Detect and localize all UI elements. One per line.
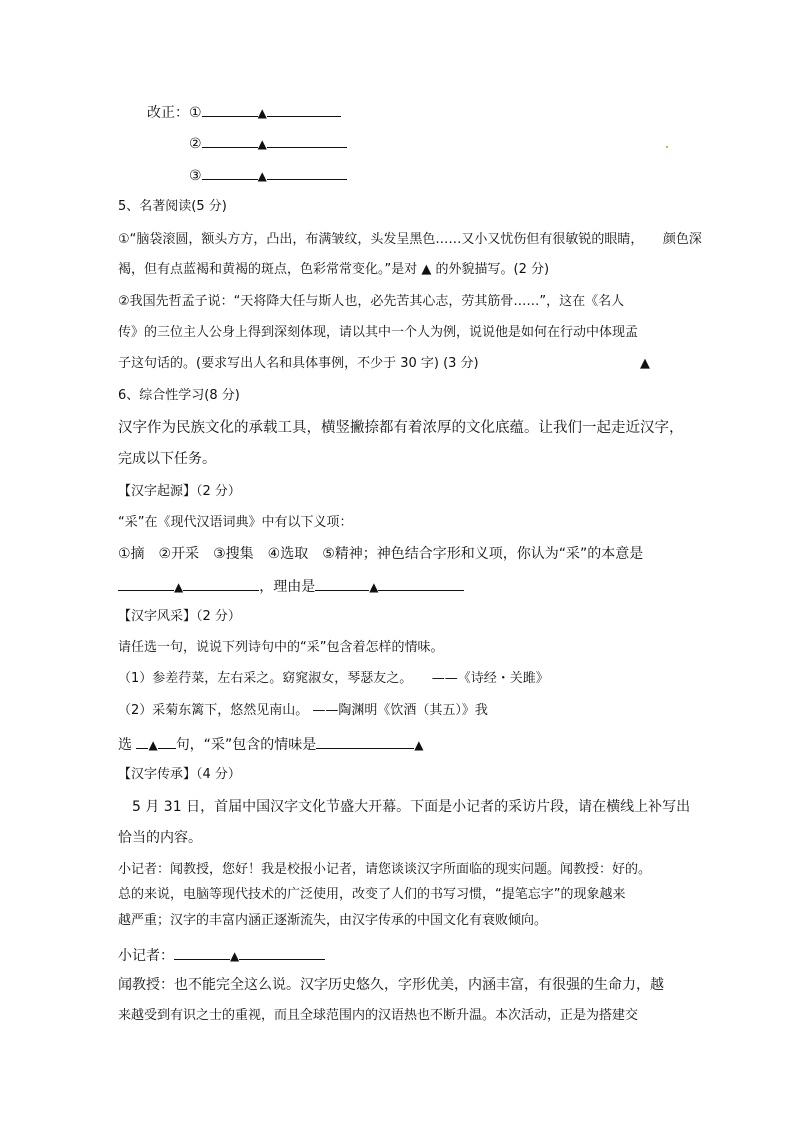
triangle-marker: ▲: [369, 580, 379, 594]
answer-blank[interactable]: [202, 102, 258, 117]
heritage-line2: 恰当的内容。: [118, 830, 202, 846]
item-number: ③: [189, 168, 202, 184]
triangle-marker: ▲: [230, 949, 240, 963]
answer-blank[interactable]: [316, 734, 414, 749]
answer-blank[interactable]: [267, 133, 347, 148]
choose-mid: 句，“采”包含的情味是: [175, 737, 317, 753]
dialog-line1: 小记者：闻教授，您好！我是校报小记者，请您谈谈汉字所面临的现实问题。闻教授：好的。: [118, 862, 652, 877]
reporter-answer-line: [118, 945, 325, 966]
style-question: 请任选一句，说说下列诗句中的“采”包含着怎样的情味。: [118, 640, 444, 655]
item-number: ①: [189, 105, 202, 121]
answer-blank[interactable]: [174, 945, 230, 960]
item-number: ②: [189, 136, 202, 152]
triangle-marker: ▲: [257, 137, 267, 151]
section5-q2-line2: 传》的三位主人公身上得到深刻体现，请以其中一个人为例，说说他是如何在行动中体现孟: [118, 325, 639, 340]
correction-label: 改正：: [147, 105, 189, 121]
answer-blank[interactable]: [202, 165, 258, 180]
origin-question: “采”在《现代汉语词典》中有以下义项：: [118, 515, 353, 530]
correction-line-1: [147, 102, 341, 123]
triangle-marker: ▲: [148, 738, 158, 752]
reason-label: ，理由是: [259, 579, 316, 595]
section5-q1-line2: 褐，但有点蓝褐和黄褐的斑点，色彩常常变化。”是对 ▲ 的外貌描写。(2 分): [118, 262, 550, 277]
answer-blank[interactable]: [378, 576, 464, 591]
professor-line2: 来越受到有识之士的重视，而且全球范围内的汉语热也不断升温。本次活动，正是为搭建交: [118, 1008, 639, 1023]
answer-blank[interactable]: [267, 165, 347, 180]
correction-line-3: [189, 165, 347, 186]
section5-heading: 5、名著阅读(5 分): [118, 199, 227, 214]
reporter-label: 小记者：: [118, 948, 174, 964]
dialog-line2: 总的来说，电脑等现代技术的广泛使用，改变了人们的书写习惯，“提笔忘字”的现象越来: [118, 887, 626, 902]
heritage-title: 【汉字传承】（4 分）: [118, 767, 241, 782]
triangle-marker: ▲: [414, 738, 424, 752]
answer-marker: ▲: [640, 356, 650, 371]
section5-q1-line1: ①“脑袋滚圆，额头方方，凸出，布满皱纹，头发呈黑色……又小又忧伤但有很敏锐的眼睛， 颜色深: [118, 232, 702, 247]
section5-q2-line3: 子这句话的。(要求写出人名和具体事例，不少于 30 字) (3 分): [118, 356, 479, 371]
heritage-line1: 5 月 31 日，首届中国汉字文化节盛大开幕。下面是小记者的采访片段，请在横线上补写出: [132, 799, 691, 815]
answer-blank[interactable]: [202, 133, 258, 148]
origin-answer-line: [118, 576, 464, 597]
answer-blank[interactable]: [183, 576, 259, 591]
triangle-marker: ▲: [174, 580, 184, 594]
poem-1: （1）参差荇菜，左右采之。窈窕淑女，琴瑟友之。 ——《诗经・关雎》: [118, 671, 549, 686]
choose-prefix: 选: [118, 737, 137, 753]
section6-heading: 6、综合性学习(8 分): [118, 388, 240, 403]
triangle-marker: ▲: [257, 169, 267, 183]
section6-intro-line2: 完成以下任务。: [118, 451, 216, 467]
answer-blank[interactable]: [136, 734, 148, 749]
poem-2: （2）采菊东篱下，悠然见南山。 ——陶渊明《饮酒（其五）》我: [118, 703, 488, 718]
dialog-line3: 越严重；汉字的丰富内涵正逐渐流失，由汉字传承的中国文化有衰败倾向。: [118, 913, 548, 928]
style-title: 【汉字风采】（2 分）: [118, 609, 241, 624]
stray-dot: [666, 146, 668, 148]
origin-options: ①摘 ②开采 ③搜集 ④选取 ⑤精神；神色结合字形和义项，你认为“采”的本意是: [118, 546, 644, 562]
answer-blank[interactable]: [239, 945, 325, 960]
triangle-marker: ▲: [257, 106, 267, 120]
section6-intro-line1: 汉字作为民族文化的承载工具，横竖撇捺都有着浓厚的文化底蕴。让我们一起走近汉字，: [118, 420, 684, 436]
correction-line-2: [189, 133, 347, 154]
answer-blank[interactable]: [267, 102, 341, 117]
answer-blank[interactable]: [118, 576, 174, 591]
professor-line1: 闻教授：也不能完全这么说。汉字历史悠久，字形优美，内涵丰富，有很强的生命力，越: [118, 977, 664, 993]
answer-blank[interactable]: [158, 734, 176, 749]
origin-title: 【汉字起源】（2 分）: [118, 484, 241, 499]
answer-blank[interactable]: [315, 576, 369, 591]
section5-q2-line1: ②我国先哲孟子说：“天将降大任与斯人也，必先苦其心志，劳其筋骨……”，这在《名人: [118, 294, 625, 309]
choose-line: [118, 734, 423, 755]
